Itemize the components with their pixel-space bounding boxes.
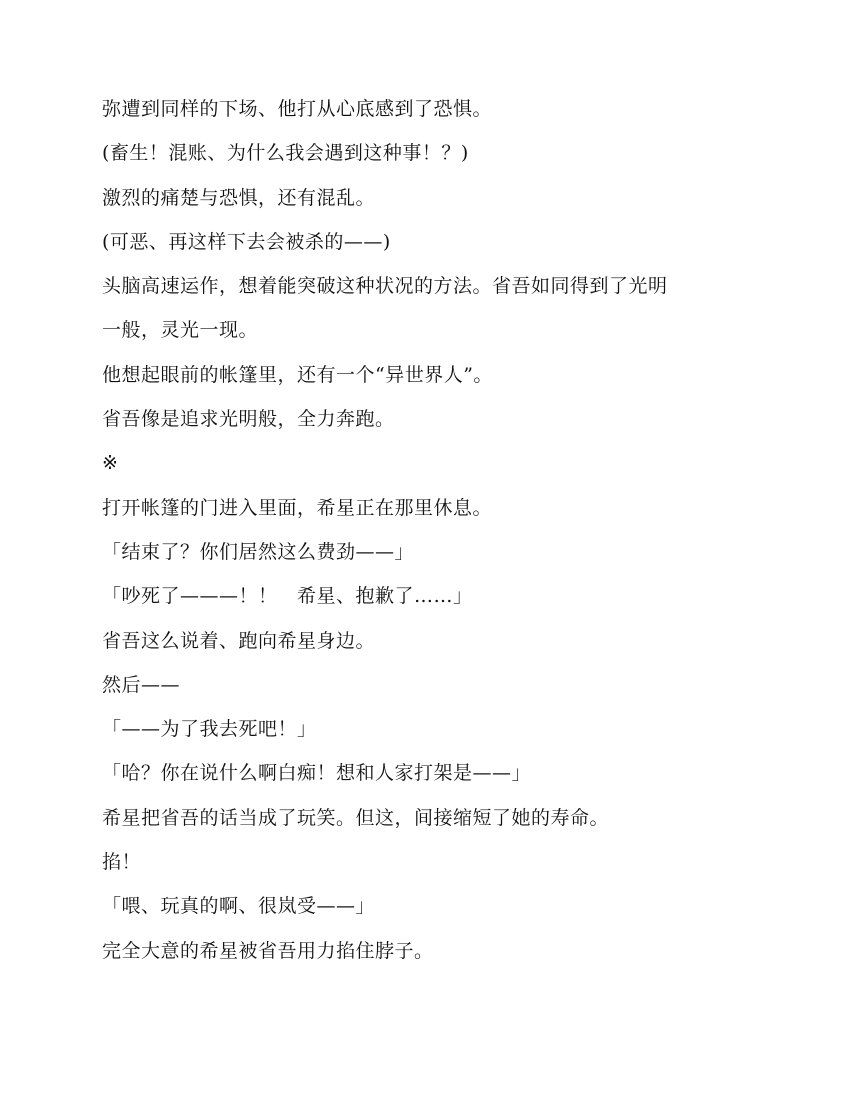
text-line: 省吾这么说着、跑向希星身边。: [102, 629, 376, 652]
text-line: 打开帐篷的门进入里面，希星正在那里休息。: [102, 496, 493, 519]
text-line: 激烈的痛楚与恐惧，还有混乱。: [102, 186, 376, 209]
text-line: 他想起眼前的帐篷里，还有一个“异世界人”。: [102, 363, 493, 386]
dialogue-line: 「——为了我去死吧！」: [102, 718, 317, 741]
body-text: [102, 92, 742, 978]
text-line: 然后——: [102, 673, 181, 696]
text-line: 弥遭到同样的下场、他打从心底感到了恐惧。: [102, 98, 493, 120]
dialogue-line: 「结束了？你们居然这么费劲——」: [102, 540, 415, 563]
text-line: (畜生！混账、为什么我会遇到这种事！？): [102, 142, 469, 165]
text-line: 希星把省吾的话当成了玩笑。但这，间接缩短了她的寿命。: [102, 806, 610, 829]
text-line: (可恶、再这样下去会被杀的——): [102, 230, 391, 253]
dialogue-line: 「哈？你在说什么啊白痴！想和人家打架是——」: [102, 762, 532, 785]
scene-break-mark: ※: [102, 452, 119, 475]
dialogue-line: 「喂、玩真的啊、很岚受——」: [102, 895, 376, 918]
text-line: 掐！: [102, 851, 142, 874]
text-line: 头脑高速运作，想着能突破这种状况的方法。省吾如同得到了光明: [102, 275, 668, 298]
dialogue-line: 「吵死了———！！ 希星、抱歉了……」: [102, 585, 473, 608]
text-line: 一般，灵光一现。: [102, 319, 259, 342]
text-line: 省吾像是追求光明般，全力奔跑。: [102, 408, 395, 431]
text-line: 完全大意的希星被省吾用力掐住脖子。: [102, 939, 434, 962]
